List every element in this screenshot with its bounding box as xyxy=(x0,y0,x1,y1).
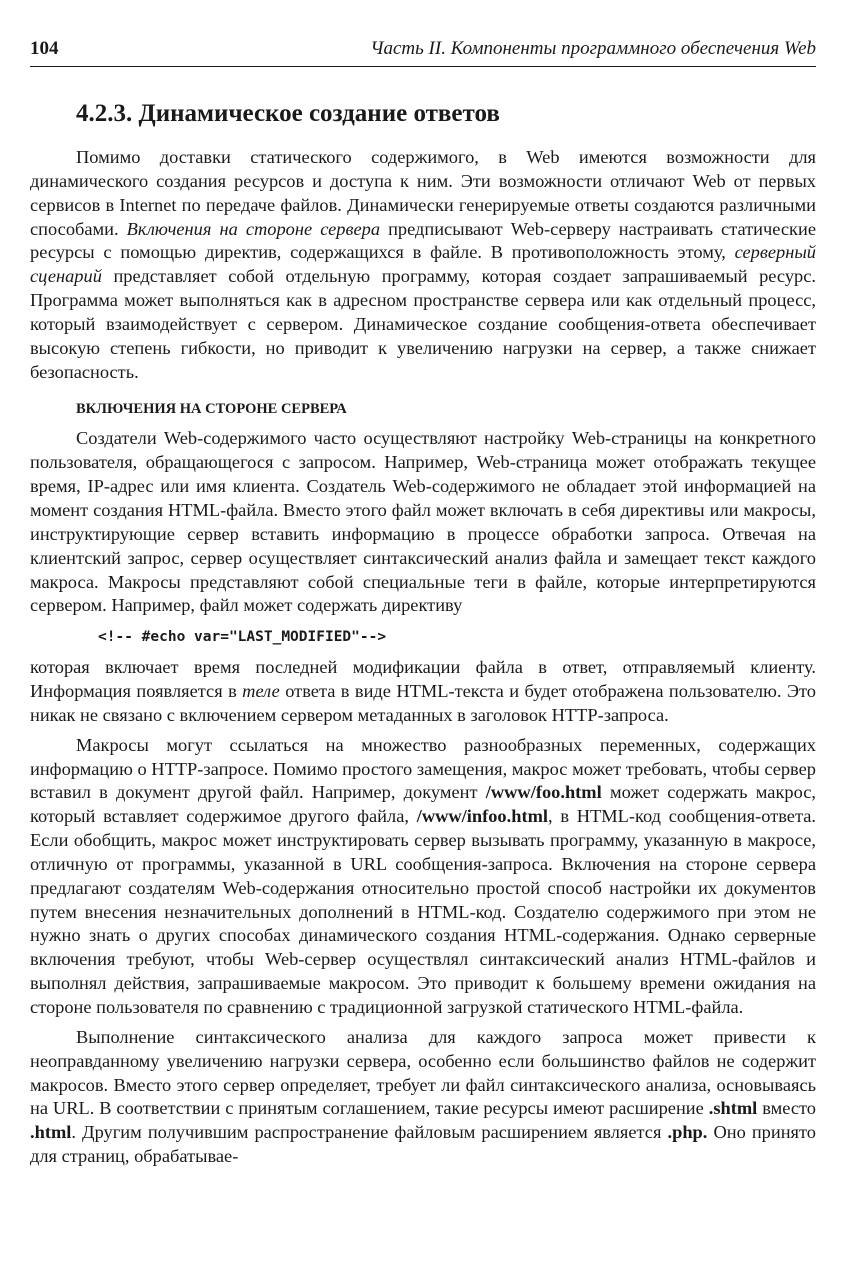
emphasis-term: Включения на стороне сервера xyxy=(126,218,381,239)
text-run: Оно принято для страниц, обрабатывае- xyxy=(30,1122,817,1167)
text-run: Макросы могут ссылаться на множество разнообразных переменных, содержащих информацию о HTTP-запросе. Помимо простого замещения, макрос может требовать, чтобы сервер вставил в документ другой файл. Например, документ xyxy=(30,734,816,803)
text-run: ответа в виде HTML-текста и будет отображена пользователю. Это никак не связано с включением сервером метаданных в заголовок HTTP-запроса. xyxy=(30,681,816,725)
file-extension: .shtml xyxy=(708,1098,758,1119)
code-directive: <!-- #echo var="LAST_MODIFIED"--> xyxy=(98,629,387,646)
subsection-heading: ВКЛЮЧЕНИЯ НА СТОРОНЕ СЕРВЕРА xyxy=(76,401,347,418)
text-run: Помимо доставки статического содержимого, в Web имеются возможности для динамического создания ресурсов и доступа к ним. Эти возможности отличают Web от первых сервисов в Internet по передаче файлов. Динамически генерируемые ответы создаются различными способами. xyxy=(30,147,816,239)
text-run: Выполнение синтаксического анализа для каждого запроса может привести к неоправданному увеличению нагрузки сервера, особенно если большинство файлов не содержит макросов. Вместо этого сервер определяет, требует ли файл синтаксического анализа, основываясь на URL. В соответствии с принятым соглашением, такие ресурсы имеют расширение xyxy=(30,1026,816,1119)
emphasis-term: теле xyxy=(242,681,280,702)
running-header xyxy=(30,38,816,67)
page-body xyxy=(30,98,816,1169)
text-run: . Другим получившим распространение файловым расширением является xyxy=(71,1122,668,1143)
text-run: которая включает время последней модификации файла в ответ, отправляемый клиенту. Информация появляется в xyxy=(30,657,816,702)
emphasis-term: серверный сценарий xyxy=(30,242,816,287)
intro-paragraph xyxy=(30,146,816,384)
section-title: 4.2.3. Динамическое создание ответов xyxy=(76,100,500,127)
text-run: , в HTML-код сообщения-ответа. Если обобщить, макрос может инструктировать сервер вызывать программу, указанную в макросе, отличную от программы, указанной в URL сообщения-запроса. Включения на стороне сервера предлагают создателям Web-содержания относительно простой способ настройки их документов путем внесения незначительных дополнений в HTML-код. Создателю содержимого при этом не нужно знать о других способах динамического создания HTML-содержания. Однако серверные включения требуют, чтобы Web-сервер осуществлял синтаксический анализ HTML-файлов и выполнял действия, запрашиваемые макросом. Это приводит к большему времени ожидания на стороне пользователя по сравнению с традиционной загрузкой статического HTML-файла. xyxy=(30,806,816,1017)
continuation-paragraph xyxy=(30,656,816,728)
file-extension: .html xyxy=(30,1122,72,1143)
text-run: предписывают Web-серверу настраивать статические ресурсы с помощью директив, содержащихся в файле. В противоположность этому, xyxy=(30,218,816,263)
ssi-paragraph: Создатели Web-содержимого часто осуществляют настройку Web-страницы на конкретного пользователя, обращающегося с запросом. Например, Web-страница может отображать текущее время, IP-адрес или имя клиента. Создатель Web-содержимого не обладает этой информацией на момент создания HTML-файла. Вместо этого файл может включать в себя директивы или макросы, инструктирующие сервер вставить информацию в процессе обработки запроса. Отвечая на клиентский запрос, сервер осуществляет синтаксический анализ файла и замещает текст каждого макроса. Макросы представляют собой специальные теги в файле, которые интерпретируются сервером. Например, файл может содержать директиву xyxy=(30,428,816,616)
text-run: вместо xyxy=(757,1098,816,1119)
text-run: может содержать макрос, который вставляет содержимое другого файла, xyxy=(30,782,816,827)
macros-paragraph xyxy=(30,734,816,1020)
running-title: Часть II. Компоненты программного обеспечения Web xyxy=(370,38,816,59)
file-extension: .php. xyxy=(667,1122,708,1143)
file-path: /www/infoo.html xyxy=(416,806,548,827)
file-path: /www/foo.html xyxy=(485,782,602,803)
text-run: представляет собой отдельную программу, которая создает запрашиваемый ресурс. Программа может выполняться как в адресном пространстве сервера или как отдельный процесс, который взаимодействует с сервером. Динамическое создание сообщения-ответа обеспечивает высокую степень гибкости, но приводит к увеличению нагрузки на сервер, а также снижает безопасность. xyxy=(30,266,816,382)
parsing-paragraph xyxy=(30,1026,816,1169)
page-number: 104 xyxy=(30,38,59,59)
